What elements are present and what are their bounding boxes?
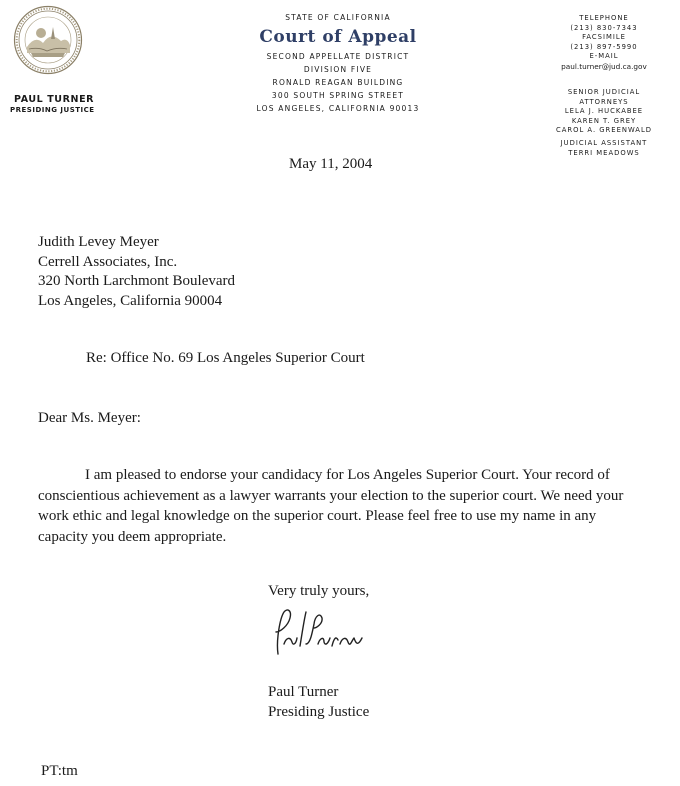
letterhead-center [240,11,436,115]
district-line: SECOND APPELLATE DISTRICT [266,52,410,61]
contact-block [545,14,663,71]
recipient-street: 320 North Larchmont Boulevard [38,273,236,289]
building-line: RONALD REAGAN BUILDING [272,78,404,87]
attorney-name: KAREN T. GREY [571,116,637,125]
facsimile-number: (213) 897-5990 [570,42,638,51]
recipient-company: Cerrell Associates, Inc. [38,253,178,270]
typist-initials: PT:tm [41,763,78,779]
attorney-name: CAROL A. GREENWALD [556,126,652,134]
state-seal-icon [13,5,83,75]
city-line: LOS ANGELES, CALIFORNIA 90013 [256,104,420,113]
attorney-name: LELA J. HUCKABEE [564,107,644,115]
email-label: E-MAIL [589,52,619,60]
assistant-block [545,139,663,158]
recipient-city: Los Angeles, California 90004 [38,292,223,309]
signatory-title: Presiding Justice [268,704,370,720]
signature-icon [270,604,380,664]
letter-body: I am pleased to endorse your candidacy for Los Angeles Superior Court. Your record of conscientious achievement as a lawyer warrants your election to the superior court. We need your work ethic and legal knowledge on the superior court. Please feel free to use my name in any capacity you deem appropriate. [38,467,624,545]
letter-date: May 11, 2004 [289,156,373,172]
recipient-name: Judith Levey Meyer [38,234,159,250]
justice-title: PRESIDING JUSTICE [10,106,95,114]
closing: Very truly yours, [268,583,370,599]
attorneys-block [545,88,663,136]
street-line: 300 SOUTH SPRING STREET [271,91,405,100]
justice-name: PAUL TURNER [14,94,95,105]
signatory-block [268,682,369,722]
attorneys-label: SENIOR JUDICIAL ATTORNEYS [567,88,641,106]
court-name: Court of Appeal [259,27,417,47]
telephone-number: (213) 830-7343 [570,23,638,32]
signatory-name: Paul Turner [268,684,339,700]
division-line: DIVISION FIVE [303,65,373,74]
salutation: Dear Ms. Meyer: [38,410,141,426]
email-address: paul.turner@jud.ca.gov [561,61,647,71]
assistant-name: TERRI MEADOWS [568,148,640,157]
re-line: Re: Office No. 69 Los Angeles Superior Court [86,350,365,366]
telephone-label: TELEPHONE [579,14,629,22]
state-line: STATE OF CALIFORNIA [285,13,391,22]
assistant-label: JUDICIAL ASSISTANT [560,139,648,147]
facsimile-label: FACSIMILE [582,33,626,41]
recipient-address [38,233,235,311]
